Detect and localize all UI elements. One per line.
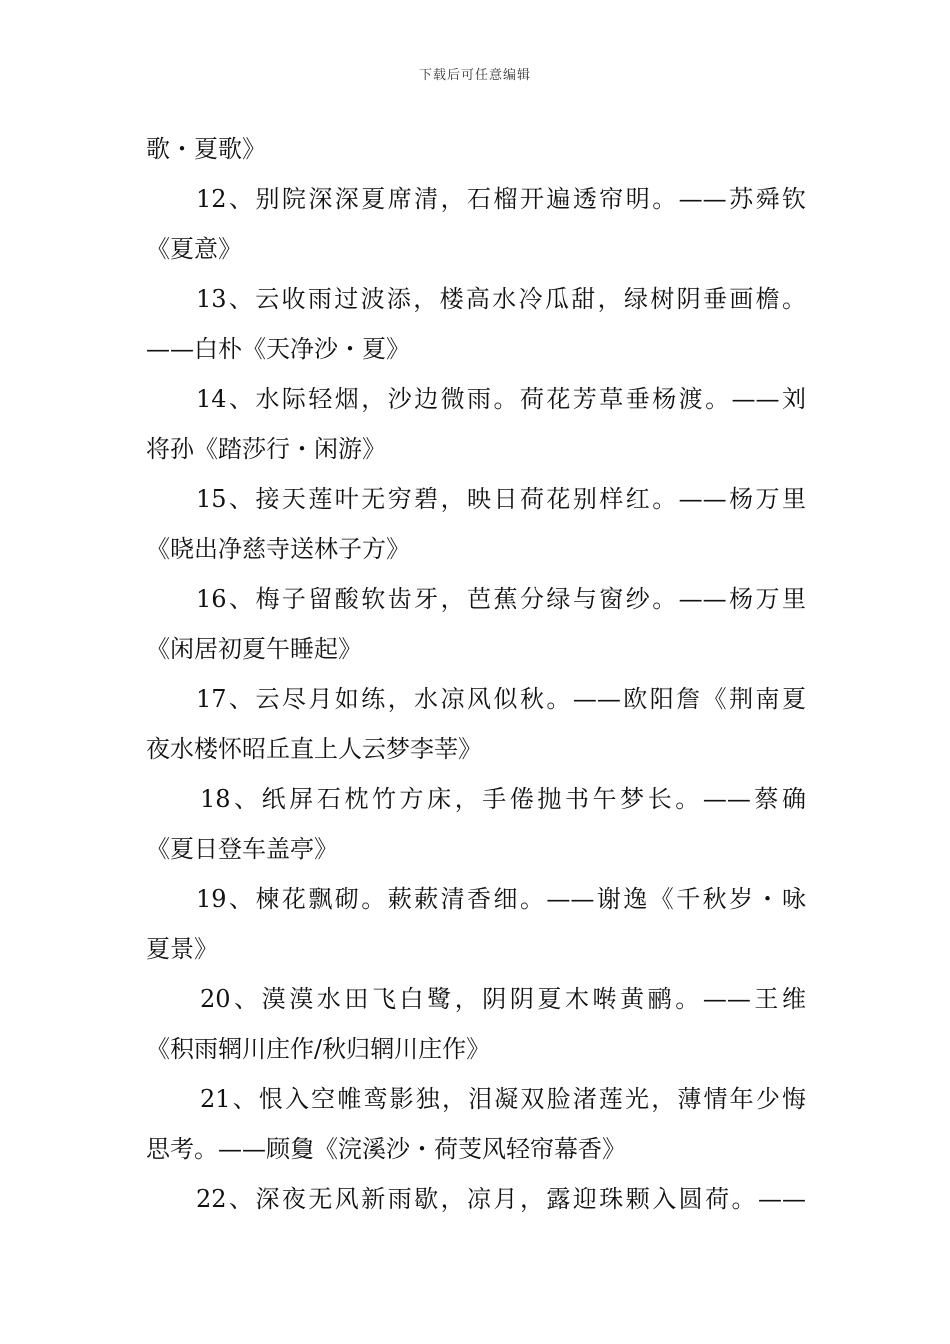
text-line: 《夏日登车盖亭》: [146, 835, 338, 863]
text-line: 《闲居初夏午睡起》: [146, 635, 362, 663]
text-line: 夏景》: [146, 935, 218, 963]
text-line: 17、云尽月如练，水凉风似秋。——欧阳詹《荆南夏: [196, 685, 806, 713]
text-line: 18、纸屏石枕竹方床，手倦抛书午梦长。——蔡确: [200, 785, 806, 813]
text-line: 20、漠漠水田飞白鹭，阴阴夏木啭黄鹂。——王维: [200, 985, 806, 1013]
text-line: 思考。——顾敻《浣溪沙・荷芰风轻帘幕香》: [146, 1135, 626, 1163]
text-line: 19、楝花飘砌。蔌蔌清香细。——谢逸《千秋岁・咏: [196, 885, 806, 913]
page-header: 下载后可任意编辑: [418, 68, 531, 83]
text-line: 《夏意》: [146, 235, 242, 263]
text-line: 歌・夏歌》: [146, 135, 266, 163]
text-line: 13、云收雨过波添，楼高水冷瓜甜，绿树阴垂画檐。: [196, 285, 806, 313]
text-line: 《积雨辋川庄作/秋归辋川庄作》: [146, 1035, 491, 1063]
text-line: 《晓出净慈寺送林子方》: [146, 535, 410, 563]
text-line: 21、恨入空帷鸾影独，泪凝双脸渚莲光，薄情年少悔: [200, 1085, 806, 1113]
text-line: 将孙《踏莎行・闲游》: [146, 435, 386, 463]
poem-list: [146, 124, 806, 1224]
text-line: ——白朴《天净沙・夏》: [146, 335, 410, 363]
text-line: 16、梅子留酸软齿牙，芭蕉分绿与窗纱。——杨万里: [196, 585, 806, 613]
text-line: 22、深夜无风新雨歇，凉月，露迎珠颗入圆荷。——: [196, 1185, 806, 1213]
text-line: 14、水际轻烟，沙边微雨。荷花芳草垂杨渡。——刘: [196, 385, 806, 413]
text-line: 15、接天莲叶无穷碧，映日荷花别样红。——杨万里: [196, 485, 806, 513]
text-line: 12、别院深深夏席清，石榴开遍透帘明。——苏舜钦: [196, 185, 806, 213]
text-line: 夜水楼怀昭丘直上人云梦李莘》: [146, 735, 482, 763]
